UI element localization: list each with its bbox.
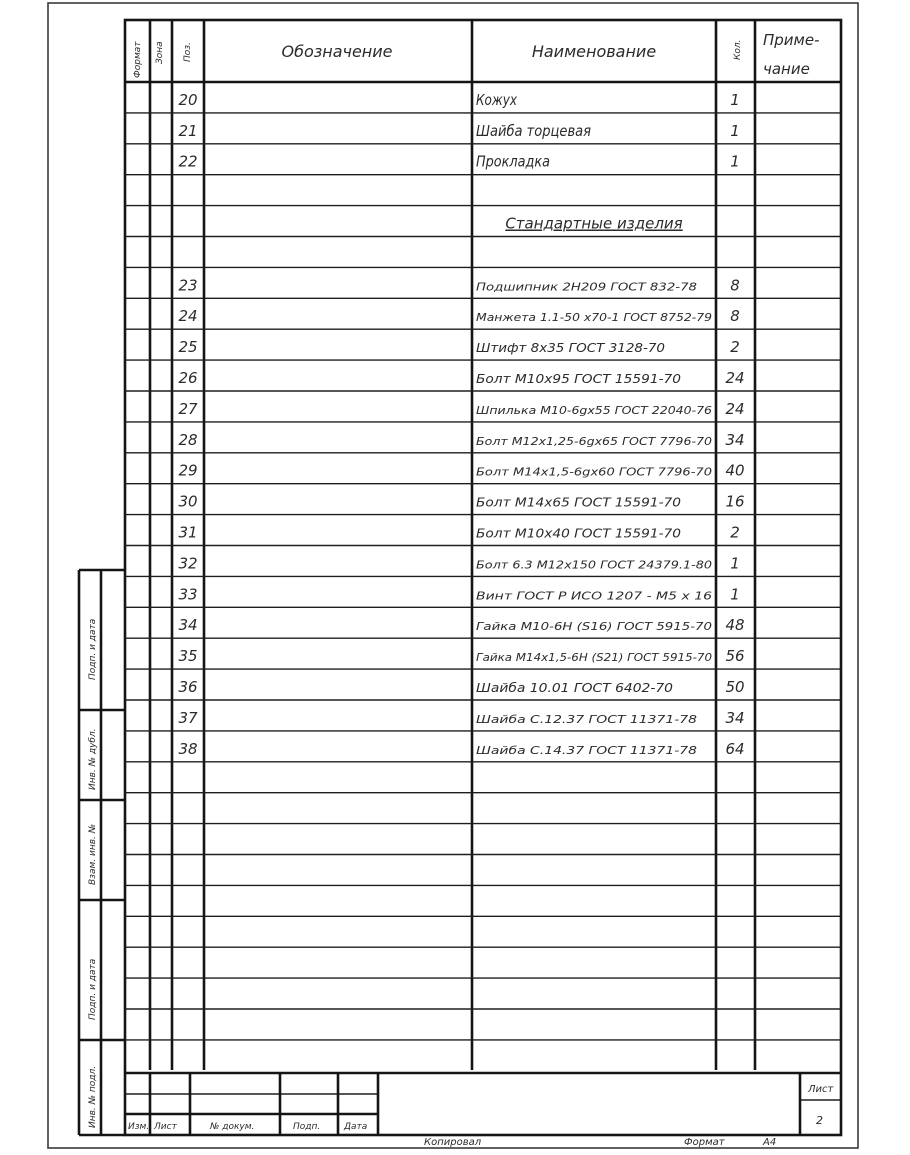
row-position: 37	[178, 708, 198, 727]
table-row	[178, 647, 744, 665]
row-name: Шайба торцевая	[476, 121, 591, 140]
row-quantity: 56	[725, 647, 745, 666]
table-row	[178, 493, 744, 511]
row-position: 35	[178, 647, 198, 666]
row-name: Болт М10х95 ГОСТ 15591-70	[476, 371, 682, 386]
row-name: Подшипник 2Н209 ГОСТ 832-78	[476, 281, 698, 294]
side-sign-date-2: Подп. и дата	[88, 958, 98, 1020]
table-row	[178, 462, 744, 480]
tb-sheet-label: Лист	[808, 1084, 834, 1095]
table-rows	[178, 91, 744, 758]
table-row	[178, 431, 744, 449]
row-position: 33	[178, 585, 198, 604]
tb-doc-no: № докум.	[210, 1122, 255, 1132]
row-position: 28	[178, 430, 198, 449]
tb-sheet-no: 2	[816, 1114, 823, 1127]
row-quantity: 1	[730, 554, 740, 573]
table-row	[178, 276, 739, 294]
row-name: Шайба С.12.37 ГОСТ 11371-78	[476, 713, 698, 726]
row-quantity: 34	[725, 430, 745, 449]
row-position: 32	[178, 554, 198, 573]
row-name: Манжета 1.1-50 х70-1 ГОСТ 8752-79	[476, 312, 713, 325]
row-position: 20	[178, 90, 198, 109]
row-quantity: 1	[730, 152, 740, 171]
row-position: 22	[178, 152, 198, 171]
footer	[424, 1137, 776, 1148]
footer-format-label: Формат	[684, 1137, 725, 1148]
row-position: 25	[178, 338, 198, 357]
row-quantity: 24	[725, 369, 745, 387]
table-row	[178, 524, 739, 542]
footer-copied: Копировал	[424, 1137, 482, 1148]
side-vzam-inv: Взам. инв. №	[88, 823, 98, 885]
row-position: 27	[178, 399, 198, 418]
header-pos: Поз.	[183, 42, 193, 62]
row-name: Гайка М10-6Н (S16) ГОСТ 5915-70	[476, 621, 713, 634]
row-quantity: 48	[725, 616, 745, 635]
header-note-line1: Приме-	[763, 31, 820, 49]
row-position: 34	[178, 616, 198, 635]
row-quantity: 1	[730, 90, 740, 109]
row-quantity: 64	[725, 739, 745, 758]
row-position: 36	[178, 678, 198, 696]
row-name: Болт М14х65 ГОСТ 15591-70	[476, 494, 682, 510]
row-position: 30	[178, 492, 198, 511]
table-row	[178, 153, 739, 171]
row-position: 38	[178, 739, 198, 758]
table-row	[178, 616, 744, 634]
row-name: Гайка М14х1,5-6Н (S21) ГОСТ 5915-70	[476, 652, 713, 665]
table-row	[178, 554, 739, 572]
row-quantity: 1	[730, 121, 740, 140]
table-row	[505, 215, 682, 233]
row-quantity: 24	[725, 399, 745, 418]
row-name: Болт М10х40 ГОСТ 15591-70	[476, 525, 682, 541]
header-zone: Зона	[155, 41, 165, 64]
row-name: Шайба 10.01 ГОСТ 6402-70	[476, 680, 674, 695]
table-row	[178, 91, 739, 109]
row-position: 26	[178, 369, 198, 387]
side-sign-date-1: Подп. и дата	[88, 618, 98, 680]
row-quantity: 8	[730, 276, 740, 295]
side-stamp	[79, 570, 125, 1135]
row-name: Кожух	[476, 90, 518, 109]
row-name: Винт ГОСТ Р ИСО 1207 - М5 х 16	[476, 590, 713, 603]
row-quantity: 2	[730, 523, 740, 542]
row-position: 31	[178, 523, 198, 542]
row-quantity: 1	[730, 585, 740, 604]
table-row	[178, 307, 739, 325]
tb-sign: Подп.	[293, 1122, 321, 1132]
section-heading: Стандартные изделия	[505, 214, 683, 233]
row-quantity: 8	[730, 307, 740, 326]
row-name: Болт М12х1,25-6gх65 ГОСТ 7796-70	[476, 435, 713, 448]
row-lines	[125, 113, 841, 1040]
side-inv-dubl: Инв. № дубл.	[88, 728, 98, 790]
tb-list: Лист	[154, 1122, 177, 1132]
table-row	[178, 400, 744, 418]
tb-izm: Изм.	[128, 1122, 150, 1132]
row-name: Шайба С.14.37 ГОСТ 11371-78	[476, 744, 698, 757]
header-format: Формат	[133, 41, 143, 78]
row-position: 24	[178, 307, 198, 326]
row-name: Штифт 8х35 ГОСТ 3128-70	[476, 340, 666, 356]
table-row	[178, 709, 744, 727]
table-row	[178, 338, 739, 356]
header-note-line2: чание	[763, 60, 810, 78]
table-row	[178, 678, 744, 696]
header-designation: Обозначение	[281, 42, 393, 61]
table-header	[125, 31, 841, 82]
row-position: 29	[178, 461, 198, 480]
title-block	[125, 1073, 841, 1135]
row-name: Болт М14х1,5-6gх60 ГОСТ 7796-70	[476, 466, 713, 479]
row-name: Шпилька М10-6gх55 ГОСТ 22040-76	[476, 404, 713, 417]
row-quantity: 16	[725, 492, 745, 511]
table-row	[178, 369, 744, 387]
tb-date: Дата	[344, 1122, 368, 1132]
row-position: 21	[178, 121, 198, 140]
row-name: Прокладка	[476, 152, 550, 171]
side-inv-podl: Инв. № подл.	[88, 1065, 98, 1128]
table-row	[178, 740, 744, 758]
row-quantity: 40	[725, 461, 745, 480]
header-name: Наименование	[531, 42, 657, 61]
table-row	[178, 585, 739, 603]
row-quantity: 34	[725, 708, 745, 727]
row-quantity: 2	[730, 338, 740, 357]
main-frame	[125, 20, 841, 1135]
footer-format-value: А4	[763, 1137, 777, 1148]
row-quantity: 50	[725, 678, 745, 696]
row-position: 23	[178, 276, 198, 295]
table-row	[178, 122, 739, 140]
header-qty: Кол.	[733, 39, 743, 60]
row-name: Болт 6.3 М12х150 ГОСТ 24379.1-80	[476, 559, 713, 572]
